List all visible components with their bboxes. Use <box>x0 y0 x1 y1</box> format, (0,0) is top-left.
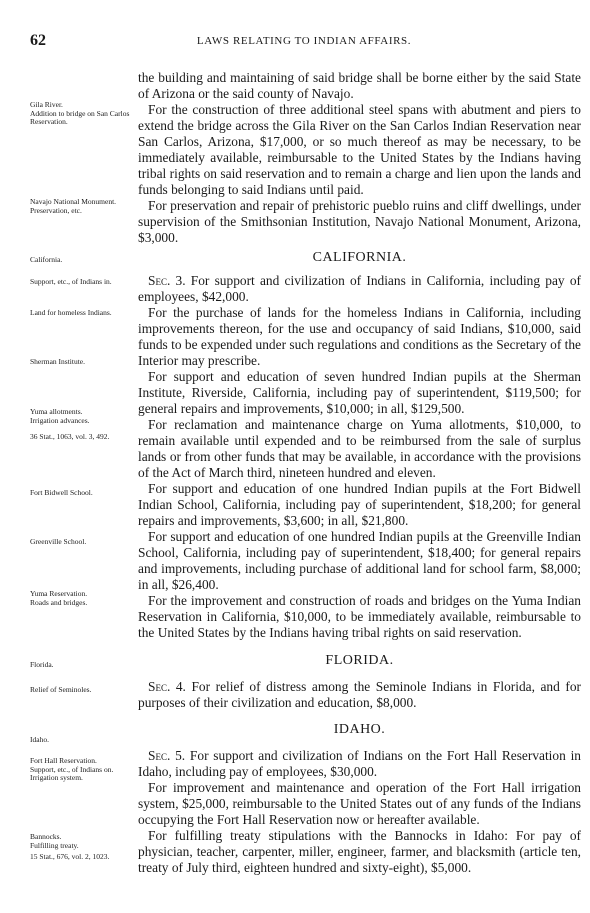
margin-note-fort-hall <box>30 757 140 783</box>
section-number: Sec. 5. <box>148 748 186 763</box>
margin-note-support-california: Support, etc., of Indians in. <box>30 277 112 286</box>
paragraph-bannocks: For fulfilling treaty stipulations with the Bannocks in Idaho: For pay of physician, teacher, carpenter, miller, engineer, farmer, and blacksmith (article ten, treaty of July third, eighteen hundred and sixty-eight), $5,000. <box>138 828 581 875</box>
paragraph-greenville: For support and education of one hundred Indian pupils at the Greenville Indian School, California, including pay of superintendent, $18,400; for general repairs and improvements, including purchase of additional land for school farm, $8,000; in all, $26,400. <box>138 529 581 592</box>
paragraph-homeless-lands: For the purchase of lands for the homeless Indians in California, including improvements thereon, for the use and occupancy of said Indians, $10,000, said funds to be expended under such regulations and conditions as the Secretary of the Interior may prescribe. <box>138 305 581 368</box>
page-header <box>30 32 578 56</box>
margin-note-california: California. <box>30 255 63 264</box>
margin-note-greenville: Greenville School. <box>30 537 87 546</box>
section-heading-california: CALIFORNIA. <box>312 250 407 265</box>
margin-note-text: Preservation, etc. <box>30 205 82 215</box>
margin-note-navajo <box>30 198 140 215</box>
margin-note-heading: Bannocks. <box>30 832 62 841</box>
paragraph-yuma-allotments: For reclamation and maintenance charge on Yuma allotments, $10,000, to remain available until expended and to be reimbursed from the sale of surplus lands or from other funds that may be available, in accordance with the provisions of the Act of March third, nineteen hundred and eleven. <box>138 417 581 480</box>
margin-note-text: Irrigation system. <box>30 773 83 782</box>
margin-note-citation: 36 Stat., 1063, vol. 3, 492. <box>30 432 110 441</box>
margin-note-gila <box>30 101 140 127</box>
margin-note-text: Irrigation advances. <box>30 415 90 425</box>
paragraph-navajo-monument: For preservation and repair of prehistoric pueblo ruins and cliff dwellings, under supervision of the Smithsonian Institution, Navajo National Monument, Arizona, $3,000. <box>138 198 581 245</box>
margin-note-citation: 15 Stat., 676, vol. 2, 1023. <box>30 852 110 861</box>
paragraph-yuma-roads: For the improvement and construction of roads and bridges on the Yuma Indian Reservation in California, $10,000, to be immediately available, reimbursable to the United States by the Indians having tribal rights on said reservation. <box>138 593 581 640</box>
section-text: For support and civilization of Indians on the Fort Hall Reservation in Idaho, including pay of employees, $30,000. <box>138 748 581 779</box>
paragraph-gila-bridge: For the construction of three additional steel spans with abutment and piers to extend the bridge across the Gila River on the San Carlos Indian Reservation near San Carlos, Arizona, $17,000, or so much thereof as may be necessary, to be immediately available, reimbursable to the United States by the Indians having tribal rights on said reservation and to remain a charge and lien upon the lands and funds belonging to said Indians until paid. <box>138 102 581 197</box>
section-text: For relief of distress among the Seminole Indians in Florida, and for purposes of their civilization and education, $8,000. <box>138 679 581 710</box>
section-5 <box>138 748 581 780</box>
running-title: LAWS RELATING TO INDIAN AFFAIRS. <box>196 35 412 47</box>
section-number: Sec. 4. <box>148 679 186 694</box>
margin-note-heading: Yuma Reservation. <box>30 589 88 598</box>
section-4 <box>138 679 581 711</box>
margin-note-heading: Gila River. <box>30 100 63 109</box>
continued-paragraph: the building and maintaining of said bridge shall be borne either by the said State of Arizona or the said county of Navajo. <box>138 70 581 101</box>
margin-note-sherman: Sherman Institute. <box>30 357 85 366</box>
section-text: For support and civilization of Indians in California, including pay of employees, $42,000. <box>138 273 581 304</box>
paragraph-sherman-institute: For support and education of seven hundred Indian pupils at the Sherman Institute, Riverside, California, including pay of superintendent, $119,500; for general repairs and improvements, $10,000; in all, $129,500. <box>138 369 581 416</box>
section-heading-florida: FLORIDA. <box>325 653 394 668</box>
margin-note-yuma-reservation <box>30 590 140 607</box>
main-text <box>138 70 581 876</box>
section-number: Sec. 3. <box>148 273 186 288</box>
section-3 <box>138 273 581 305</box>
margin-note-text: Roads and bridges. <box>30 597 88 607</box>
margin-note-fort-bidwell: Fort Bidwell School. <box>30 488 93 497</box>
margin-note-homeless-lands: Land for homeless Indians. <box>30 308 112 317</box>
page-number: 62 <box>30 32 46 49</box>
paragraph-fort-hall-irrigation: For improvement and maintenance and operation of the Fort Hall irrigation system, $25,000, reimbursable to the United States out of any funds of the Indians occupying the Fort Hall Reservation now or hereafter available. <box>138 780 581 827</box>
margin-note-heading: Navajo National Monument. <box>30 197 117 206</box>
paragraph-fort-bidwell: For support and education of one hundred Indian pupils at the Fort Bidwell Indian School, California, including pay of superintendent, $18,200; for general repairs and improvements, $3,600; in all, $21,800. <box>138 481 581 528</box>
margin-note-text: Addition to bridge on San Carlos Reservation. <box>30 108 130 126</box>
margin-note-seminoles: Relief of Seminoles. <box>30 685 92 694</box>
section-heading-idaho: IDAHO. <box>333 722 386 737</box>
margin-note-yuma-allotments <box>30 408 140 442</box>
margin-note-heading: Yuma allotments. <box>30 407 83 416</box>
margin-note-idaho: Idaho. <box>30 735 49 744</box>
margin-note-florida: Florida. <box>30 660 54 669</box>
margin-note-text: Fulfilling treaty. <box>30 840 79 850</box>
margin-note-text: Support, etc., of Indians on. <box>30 764 114 774</box>
margin-note-bannocks <box>30 833 140 862</box>
margin-note-heading: Fort Hall Reservation. <box>30 756 97 765</box>
